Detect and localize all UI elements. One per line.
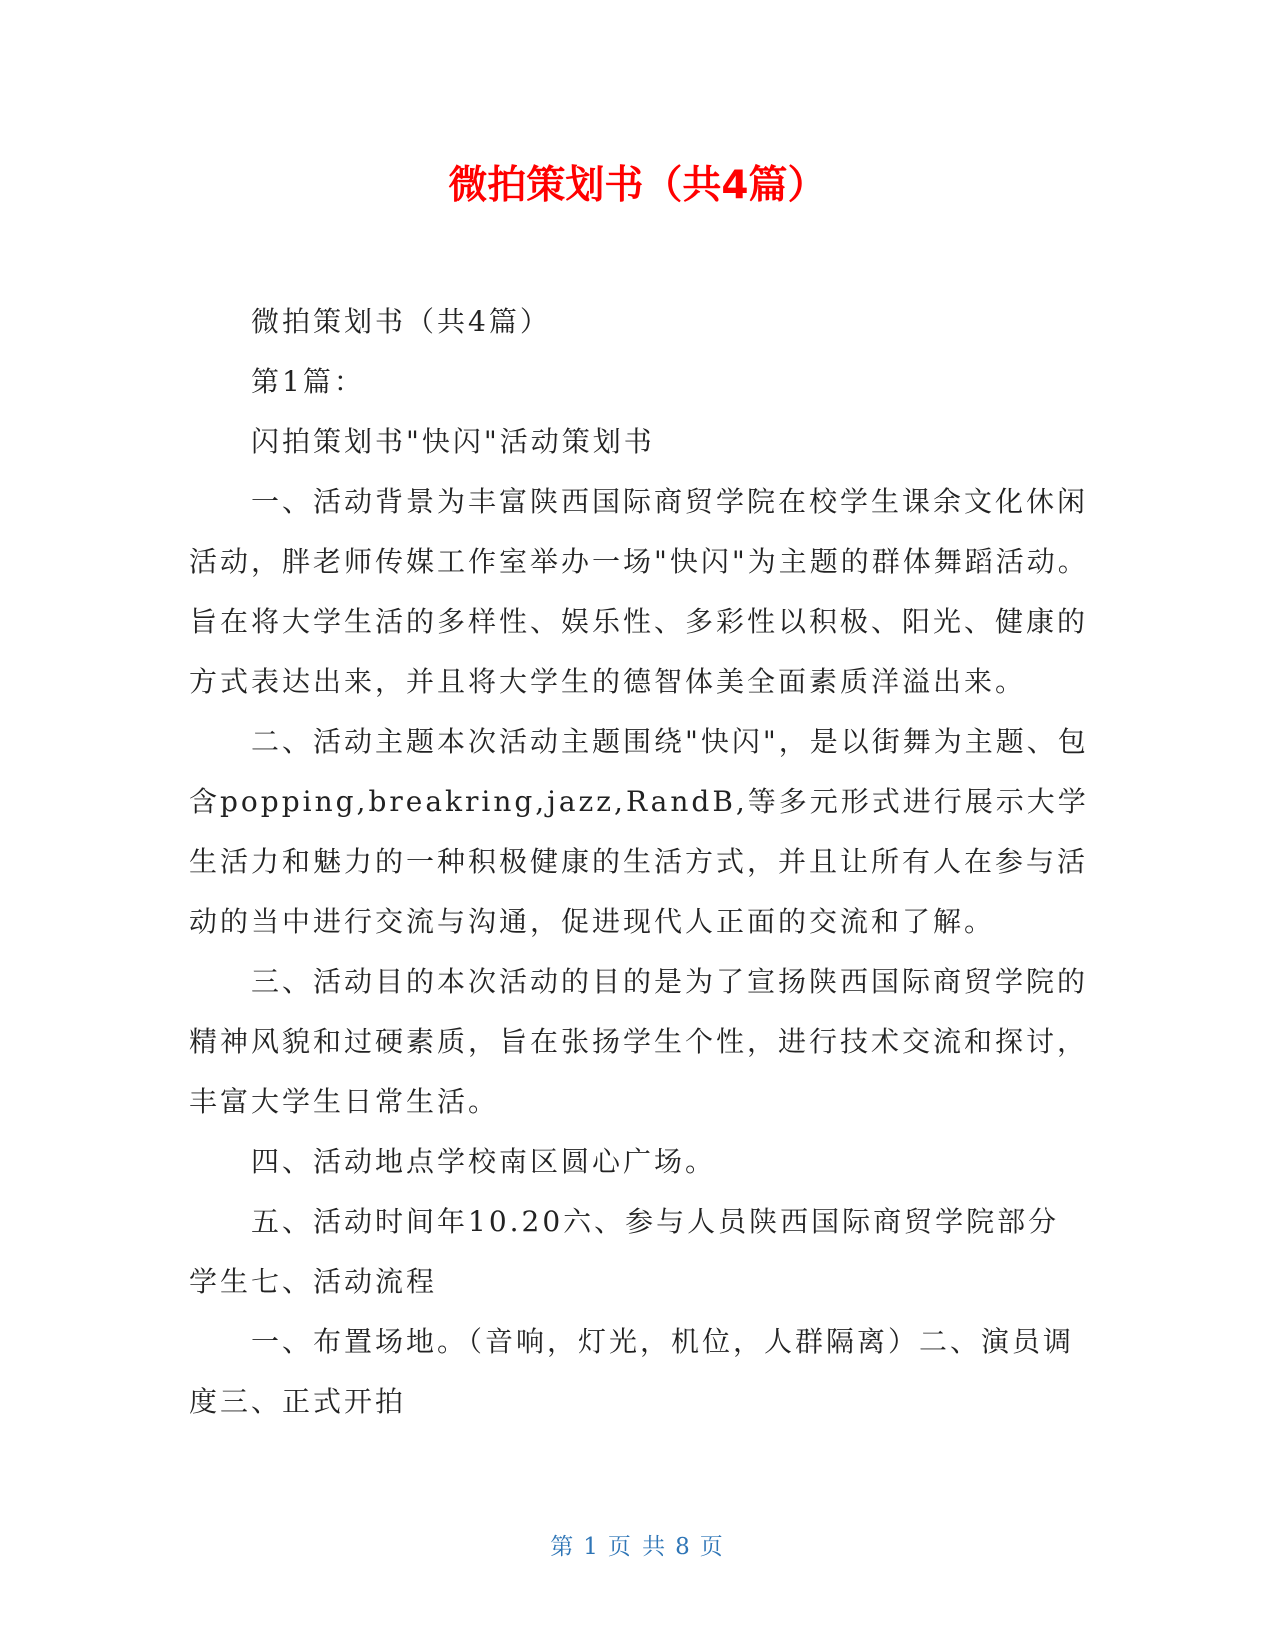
page-number-footer — [0, 1528, 1275, 1561]
paragraph-purpose: 三、活动目的本次活动的目的是为了宣扬陕西国际商贸学院的精神风貌和过硬素质，旨在张扬学生个性，进行技术交流和探讨，丰富大学生日常生活。 — [189, 965, 1089, 1118]
footer-total-pages: 8 — [675, 1534, 692, 1560]
paragraph-heading: 微拍策划书（共4篇） — [251, 305, 551, 338]
paragraph-time: 五、活动时间年10.20六、参与人员陕西国际商贸学院部分学生七、活动流程 — [189, 1205, 1060, 1298]
paragraph-theme: 二、活动主题本次活动主题围绕"快闪"，是以街舞为主题、包含popping,breakring,jazz,RandB,等多元形式进行展示大学生活力和魅力的一种积极健康的生活方式，并且让所有人在参与活动的当中进行交流与沟通，促进现代人正面的交流和了解。 — [189, 725, 1089, 938]
document-title: 微拍策划书（共4篇） — [448, 163, 827, 208]
paragraph-location: 四、活动地点学校南区圆心广场。 — [251, 1145, 717, 1178]
paragraph-subtitle: 闪拍策划书"快闪"活动策划书 — [251, 425, 655, 458]
paragraph-background: 一、活动背景为丰富陕西国际商贸学院在校学生课余文化休闲活动，胖老师传媒工作室举办一场"快闪"为主题的群体舞蹈活动。旨在将大学生活的多样性、娱乐性、多彩性以积极、阳光、健康的方式表达出来，并且将大学生的德智体美全面素质洋溢出来。 — [189, 485, 1089, 698]
footer-middle: 页 共 — [607, 1534, 668, 1560]
paragraph-part-label: 第1篇： — [251, 365, 365, 398]
paragraph-steps: 一、布置场地。（音响，灯光，机位，人群隔离）二、演员调度三、正式开拍 — [189, 1325, 1075, 1418]
footer-suffix: 页 — [699, 1534, 725, 1560]
document-body — [189, 292, 1089, 1432]
footer-prefix: 第 — [550, 1534, 576, 1560]
footer-current-page: 1 — [583, 1534, 600, 1560]
